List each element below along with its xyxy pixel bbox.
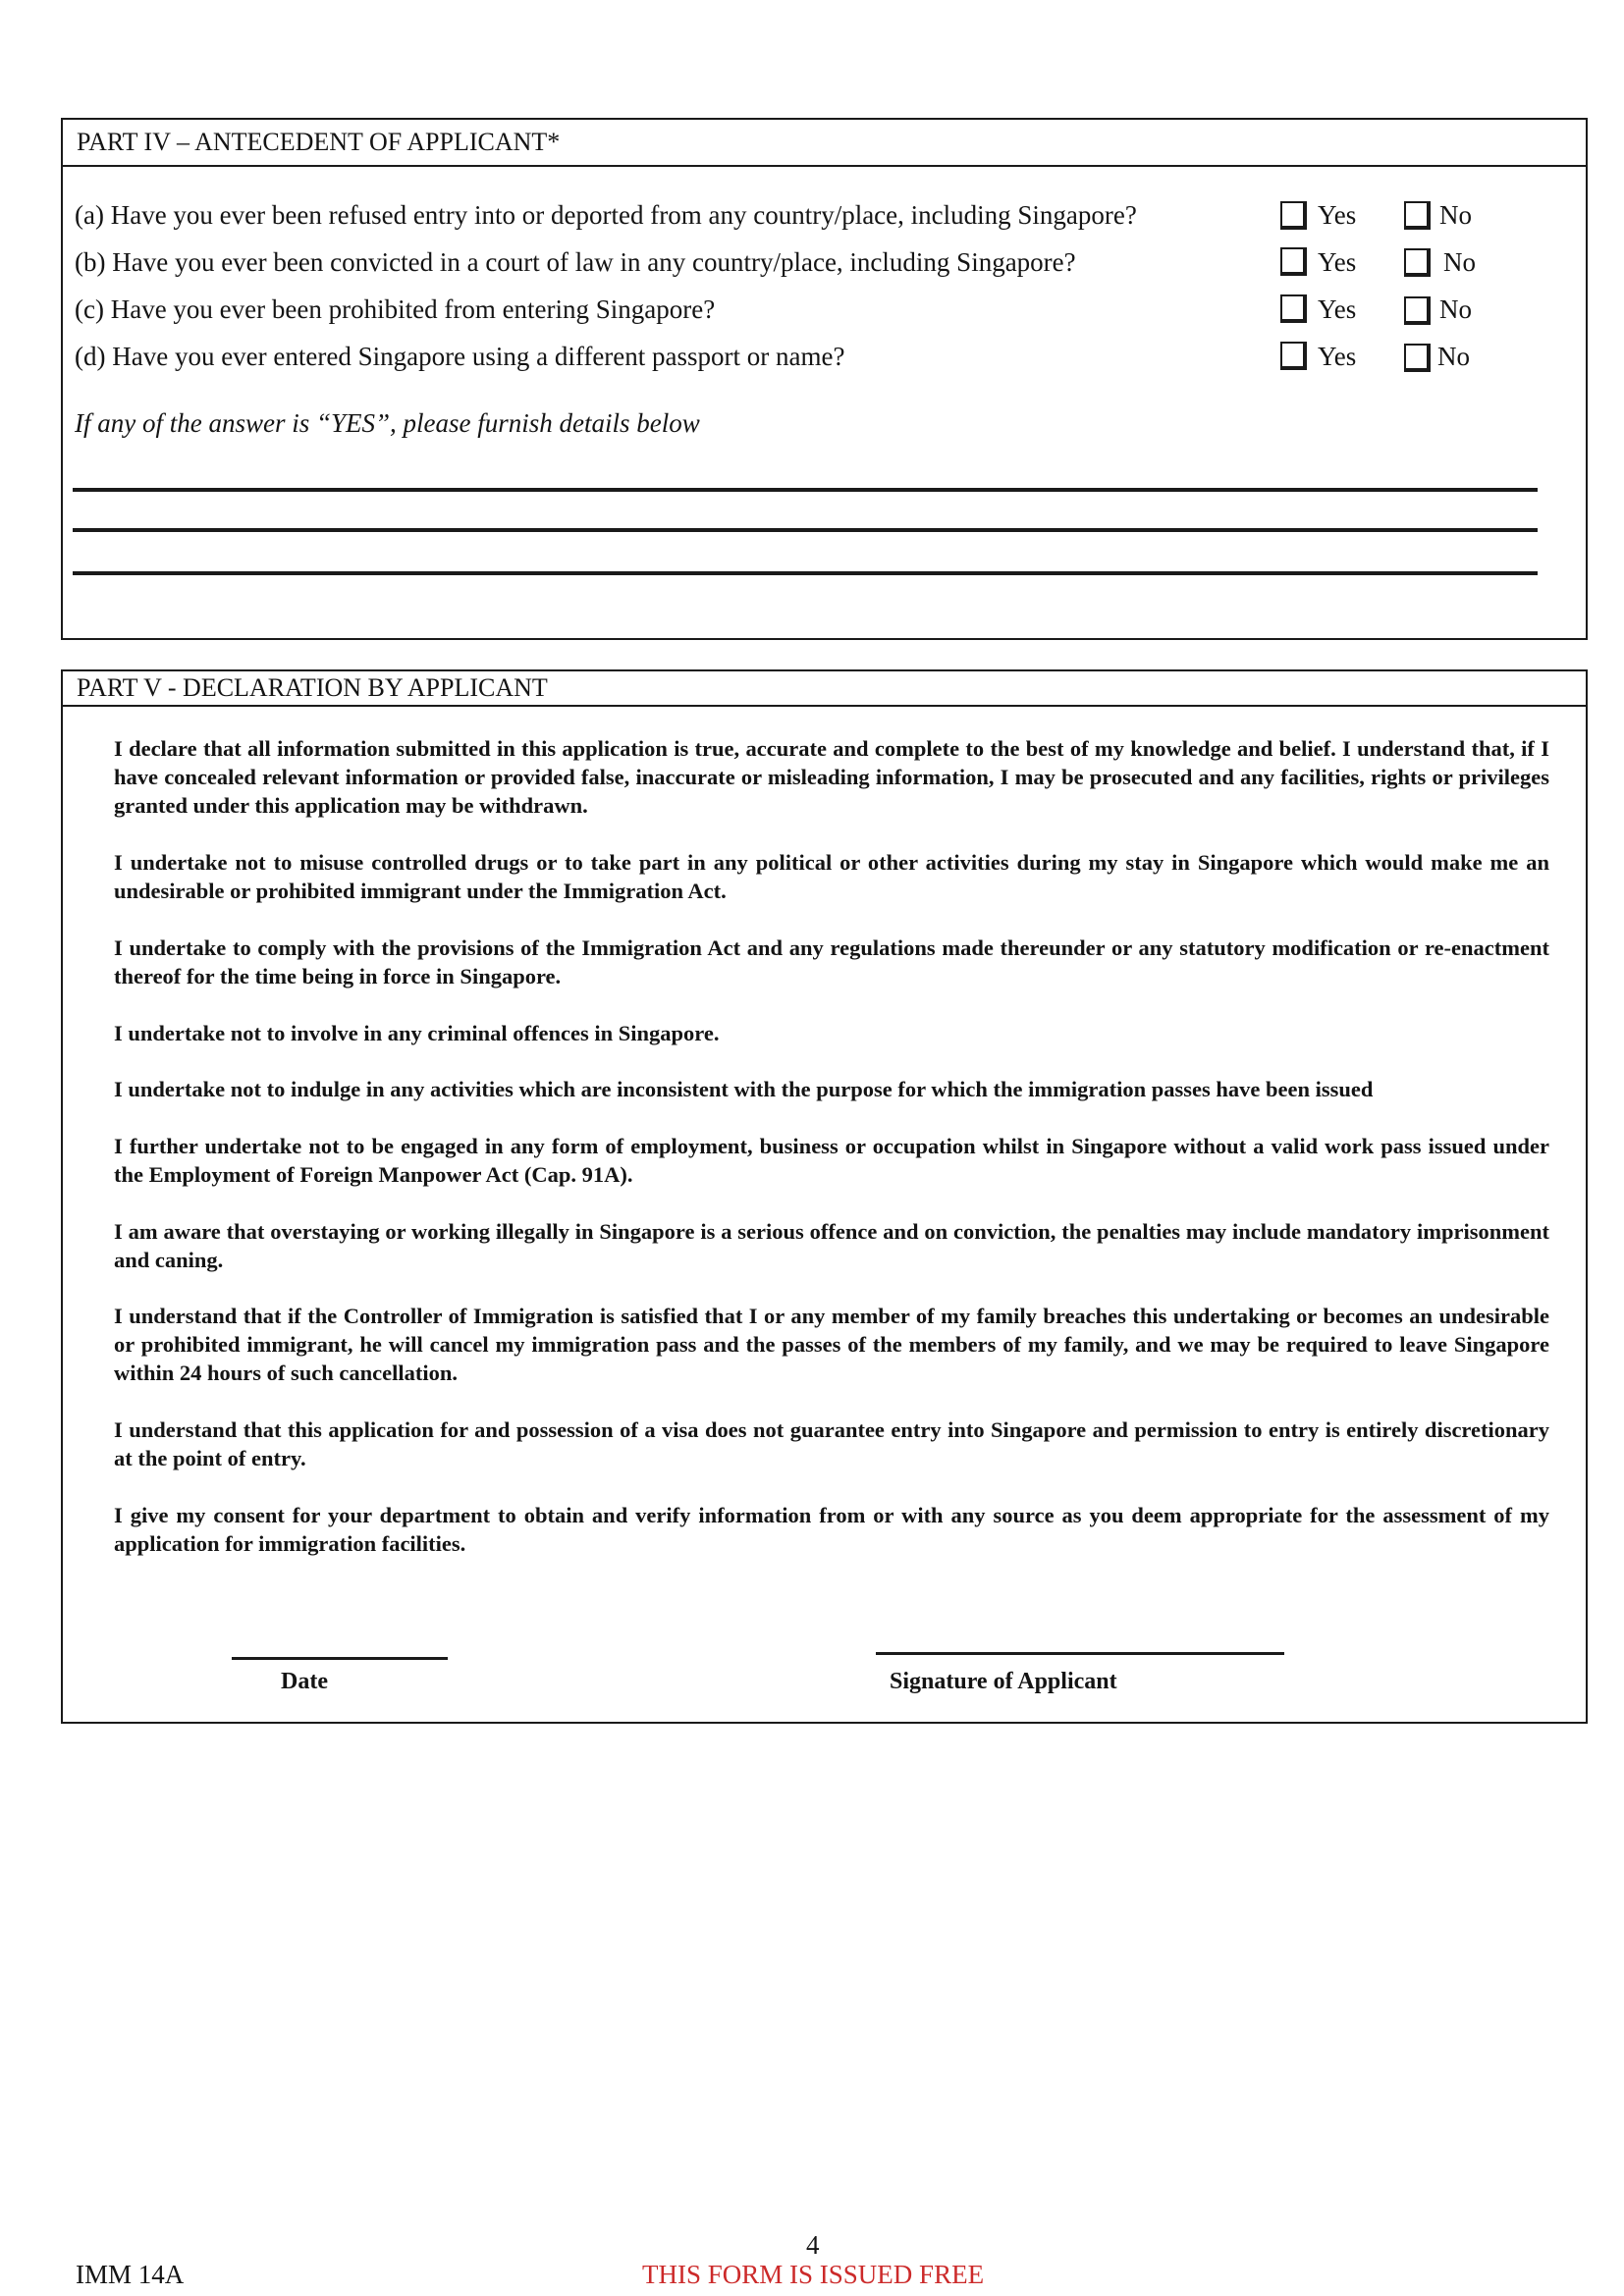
details-line-2[interactable] — [73, 528, 1538, 532]
form-code: IMM 14A — [76, 2260, 185, 2289]
declaration-paragraph-5: I undertake not to indulge in any activities which are inconsistent with the purpose for which the immigration passes have been issued — [114, 1077, 1374, 1101]
checkbox-d-no[interactable] — [1404, 344, 1431, 372]
free-notice: THIS FORM IS ISSUED FREE — [642, 2260, 985, 2289]
label-a-no: No — [1439, 200, 1472, 230]
declaration-paragraph-7: I am aware that overstaying or working illegally in Singapore is a serious offence and on conviction, the penalties may include mandatory imprisonment and caning. — [114, 1219, 1549, 1272]
page-number: 4 — [806, 2230, 820, 2260]
declaration-paragraph-4: I undertake not to involve in any criminal offences in Singapore. — [114, 1021, 720, 1045]
checkbox-c-yes[interactable] — [1280, 294, 1307, 323]
declaration-paragraph-9: I understand that this application for and possession of a visa does not guarantee entry into Singapore and permission to entry is entirely discretionary at the point of entry. — [114, 1417, 1549, 1470]
details-note: If any of the answer is “YES”, please furnish details below — [75, 408, 700, 438]
date-label: Date — [281, 1669, 328, 1694]
question-d: (d) Have you ever entered Singapore using a different passport or name? — [75, 342, 845, 371]
details-line-1[interactable] — [73, 488, 1538, 492]
declaration-paragraph-6: I further undertake not to be engaged in any form of employment, business or occupation whilst in Singapore without a valid work pass issued under the Employment of Foreign Manpower Act (Cap. 91A). — [114, 1134, 1549, 1187]
label-d-yes: Yes — [1318, 342, 1357, 371]
checkbox-b-yes[interactable] — [1280, 247, 1307, 276]
question-a: (a) Have you ever been refused entry into or deported from any country/place, including Singapore? — [75, 200, 1137, 230]
part4-section — [61, 118, 1588, 640]
part5-title: PART V - DECLARATION BY APPLICANT — [63, 671, 1586, 707]
part4-title: PART IV – ANTECEDENT OF APPLICANT* — [63, 120, 1586, 167]
declaration-paragraph-1: I declare that all information submitted in this application is true, accurate and complete to the best of my knowledge and belief. I understand that, if I have concealed relevant information or provided false, inaccurate or misleading information, I may be prosecuted and any facilities, rights or privileges granted under this application may be withdrawn. — [114, 736, 1549, 818]
date-line[interactable] — [232, 1657, 448, 1660]
label-b-no: No — [1443, 247, 1476, 277]
details-line-3[interactable] — [73, 571, 1538, 575]
label-c-no: No — [1439, 294, 1472, 324]
part5-section — [61, 669, 1588, 1724]
declaration-paragraph-8: I understand that if the Controller of Immigration is satisfied that I or any member of my family breaches this undertaking or becomes an undesirable or prohibited immigrant, he will cancel my immigration pass and the passes of the members of my family, and we may be required to leave Singapore within 24 hours of such cancellation. — [114, 1304, 1549, 1385]
declaration-paragraph-3: I undertake to comply with the provisions of the Immigration Act and any regulations made thereunder or any statutory modification or re-enactment thereof for the time being in force in Singapore. — [114, 935, 1549, 988]
checkbox-b-no[interactable] — [1404, 248, 1431, 277]
signature-line[interactable] — [876, 1652, 1284, 1655]
declaration-paragraph-2: I undertake not to misuse controlled drugs or to take part in any political or other activities during my stay in Singapore which would make me an undesirable or prohibited immigrant under the Immigration Act. — [114, 850, 1549, 903]
checkbox-d-yes[interactable] — [1280, 342, 1307, 370]
question-c: (c) Have you ever been prohibited from entering Singapore? — [75, 294, 716, 324]
label-d-no: No — [1437, 342, 1470, 371]
checkbox-c-no[interactable] — [1404, 296, 1431, 325]
signature-label: Signature of Applicant — [890, 1669, 1117, 1694]
label-a-yes: Yes — [1318, 200, 1357, 230]
question-b: (b) Have you ever been convicted in a court of law in any country/place, including Singapore? — [75, 247, 1076, 277]
checkbox-a-no[interactable] — [1404, 201, 1431, 230]
label-c-yes: Yes — [1318, 294, 1357, 324]
checkbox-a-yes[interactable] — [1280, 201, 1307, 230]
declaration-paragraph-10: I give my consent for your department to obtain and verify information from or with any source as you deem appropriate for the assessment of my application for immigration facilities. — [114, 1503, 1549, 1556]
label-b-yes: Yes — [1318, 247, 1357, 277]
